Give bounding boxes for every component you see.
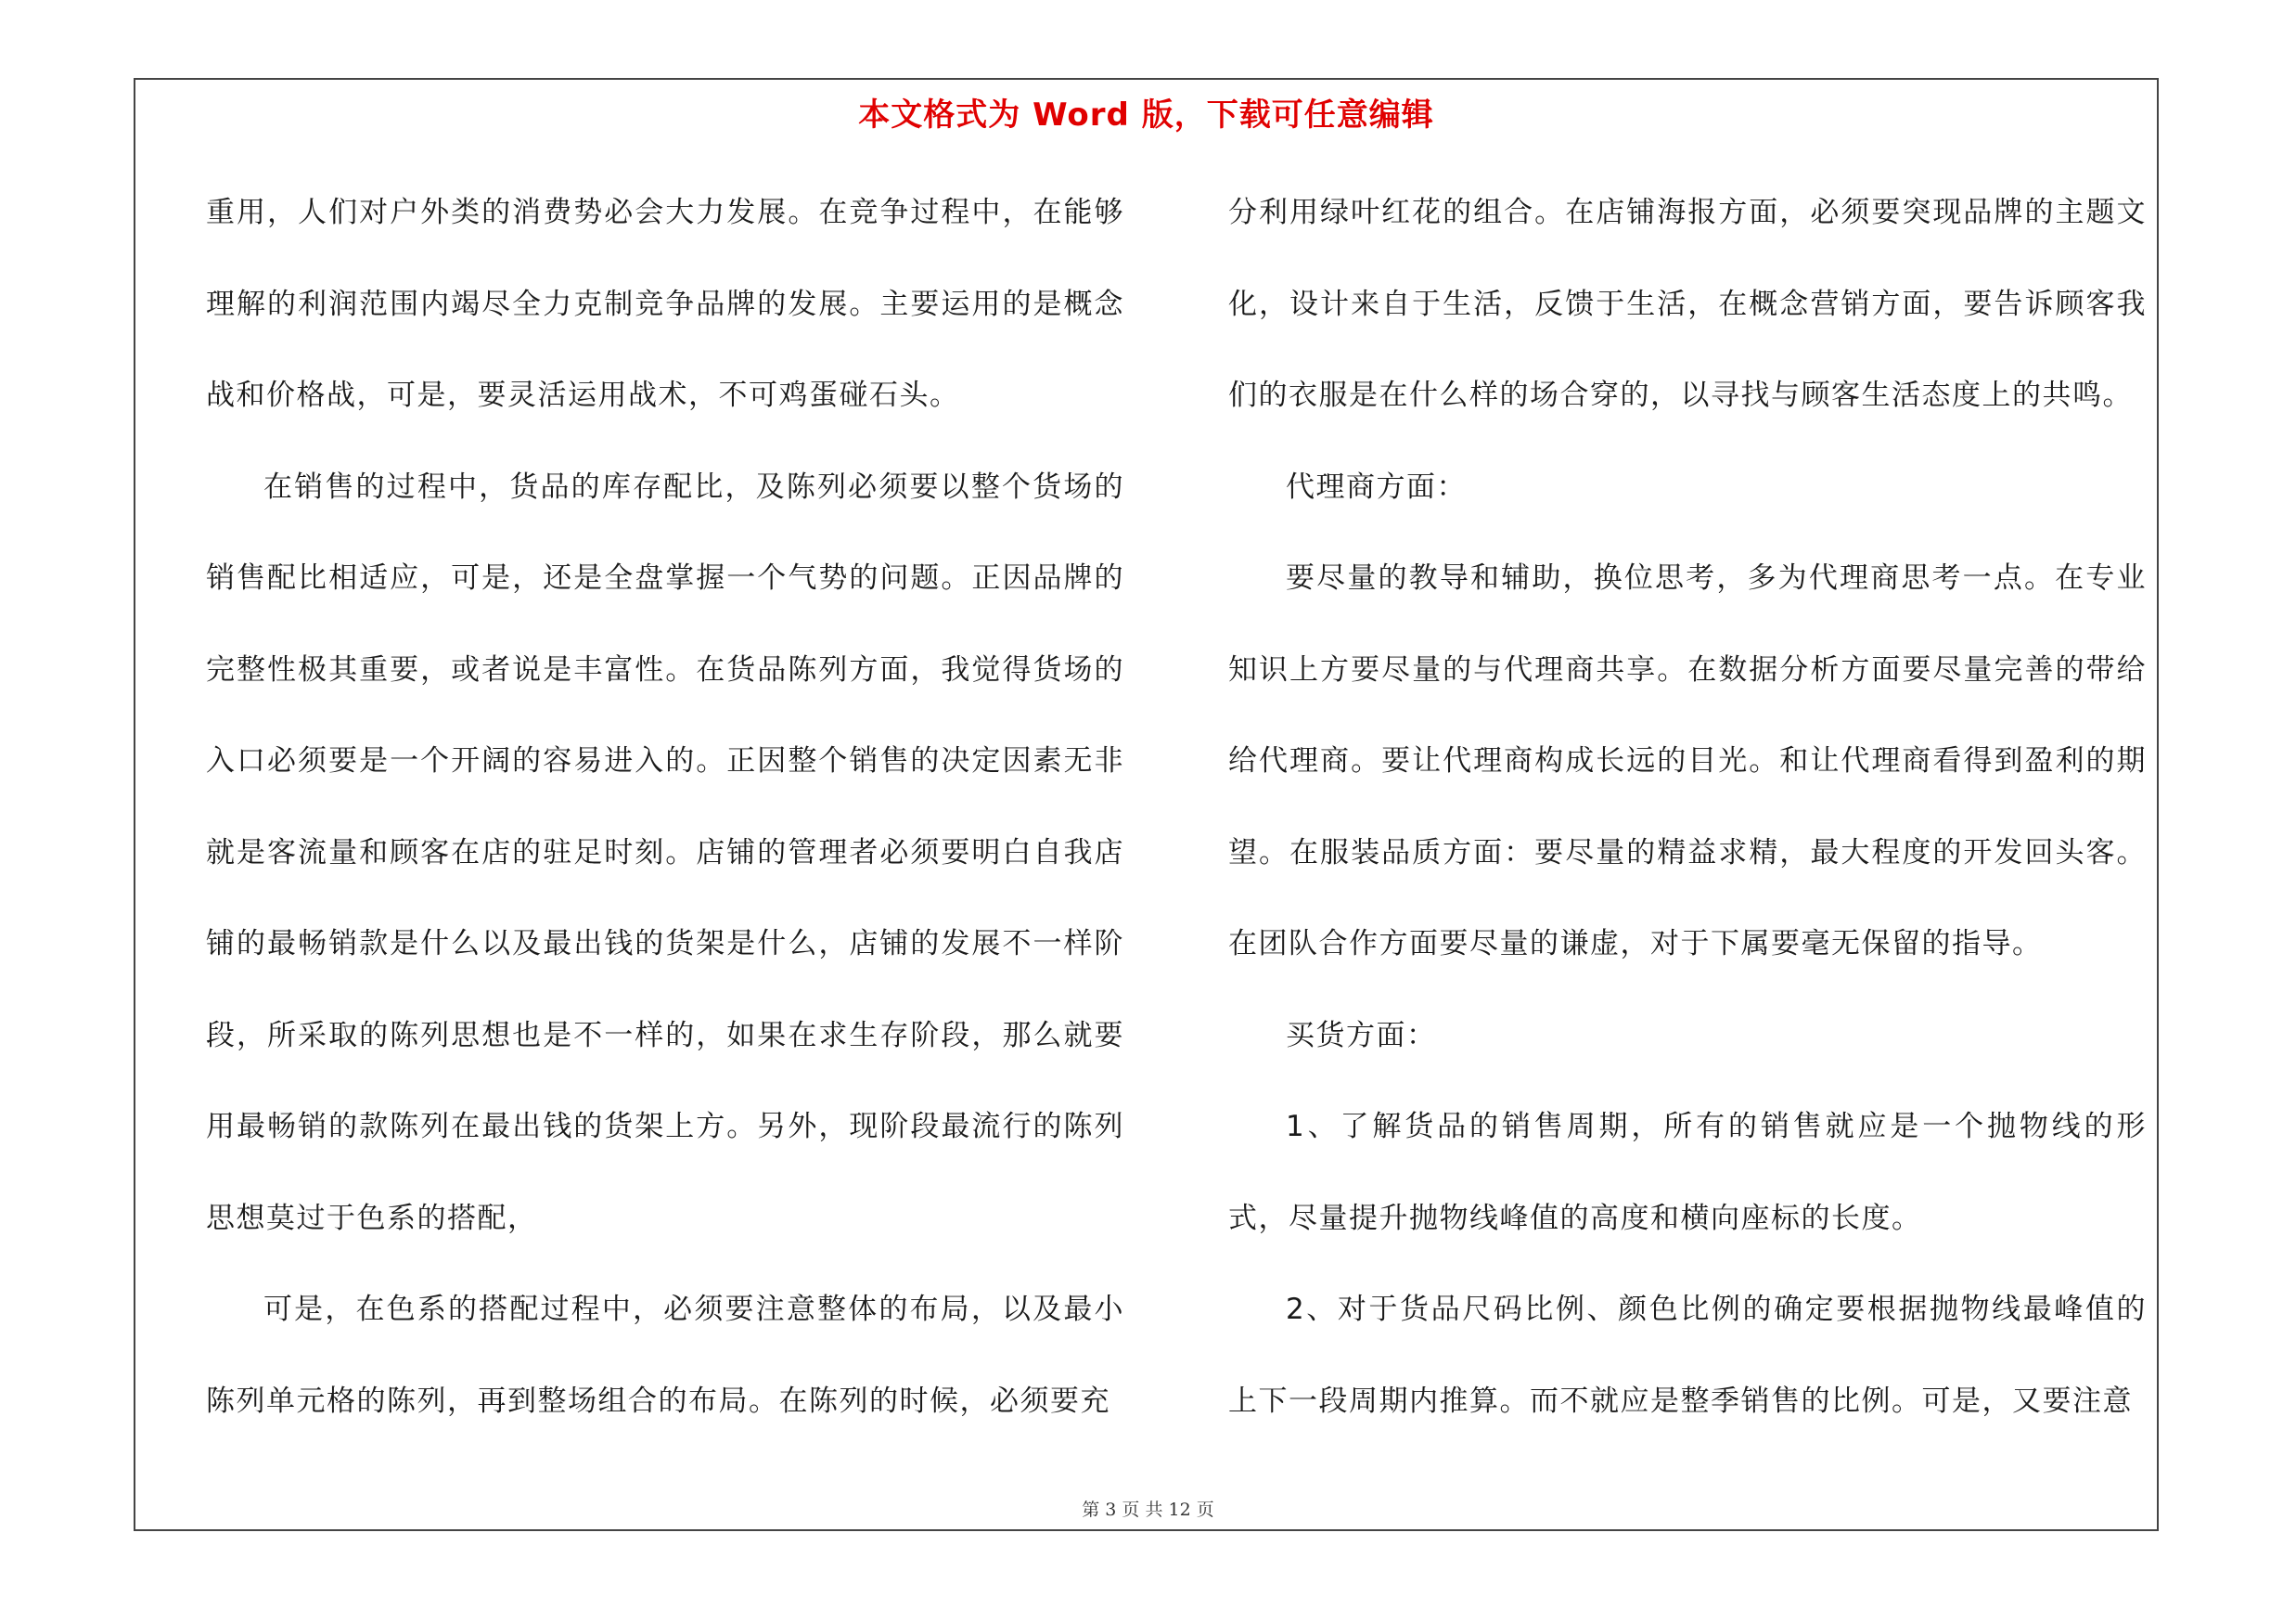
paragraph: 在销售的过程中，货品的库存配比，及陈列必须要以整个货场的销售配比相适应，可是，还是全盘掌握一个气势的问题。正因品牌的完整性极其重要，或者说是丰富性。在货品陈列方面，我觉得货场的入口必须要是一个开阔的容易进入的。正因整个销售的决定因素无非就是客流量和顾客在店的驻足时刻。店铺的管理者必须要明白自我店铺的最畅销款是什么以及最出钱的货架是什么，店铺的发展不一样阶段，所采取的陈列思想也是不一样的，如果在求生存阶段，那么就要用最畅销的款陈列在最出钱的货架上方。另外，现阶段最流行的陈列思想莫过于色系的搭配，: [206, 470, 1124, 1235]
paragraph: 分利用绿叶红花的组合。在店铺海报方面，必须要突现品牌的主题文化，设计来自于生活，反馈于生活，在概念营销方面，要告诉顾客我们的衣服是在什么样的场合穿的，以寻找与顾客生活态度上的共鸣。: [1228, 196, 2147, 412]
header-banner: 本文格式为 Word 版，下载可任意编辑: [858, 97, 1434, 134]
section-heading: 买货方面：: [1286, 1018, 1437, 1052]
section-heading: 代理商方面：: [1286, 470, 1467, 504]
page-indicator: 第 3 页 共 12 页: [1082, 1500, 1214, 1520]
paragraph: 要尽量的教导和辅助，换位思考，多为代理商思考一点。在专业知识上方要尽量的与代理商共享。在数据分析方面要尽量完善的带给给代理商。要让代理商构成长远的目光。和让代理商看得到盈利的期望。在服装品质方面：要尽量的精益求精，最大程度的开发回头客。在团队合作方面要尽量的谦虚，对于下属要毫无保留的指导。: [1228, 561, 2147, 960]
paragraph: 2、对于货品尺码比例、颜色比例的确定要根据抛物线最峰值的上下一段周期内推算。而不就应是整季销售的比例。可是，又要注意: [1228, 1293, 2147, 1418]
left-column: [206, 167, 1124, 1447]
paragraph: 1、了解货品的销售周期，所有的销售就应是一个抛物线的形式，尽量提升抛物线峰值的高度和横向座标的长度。: [1228, 1110, 2147, 1235]
paragraph: 重用，人们对户外类的消费势必会大力发展。在竞争过程中，在能够理解的利润范围内竭尽全力克制竞争品牌的发展。主要运用的是概念战和价格战，可是，要灵活运用战术，不可鸡蛋碰石头。: [206, 196, 1124, 412]
paragraph: 可是，在色系的搭配过程中，必须要注意整体的布局，以及最小陈列单元格的陈列，再到整场组合的布局。在陈列的时候，必须要充: [206, 1293, 1124, 1418]
right-column: [1228, 167, 2147, 1447]
